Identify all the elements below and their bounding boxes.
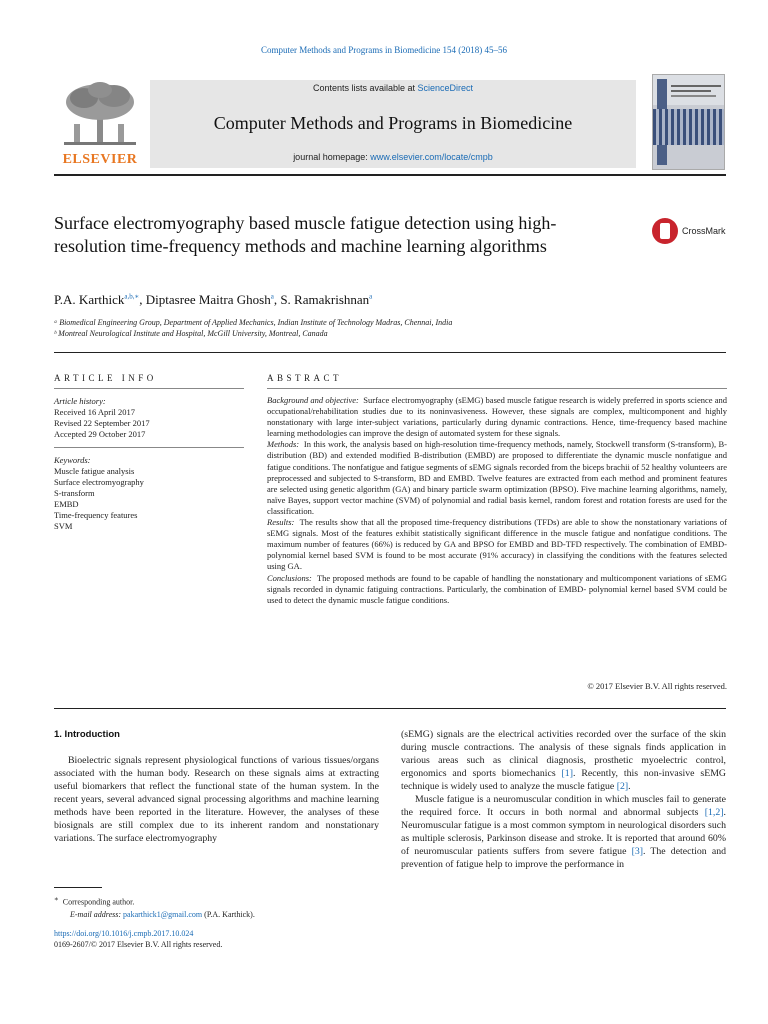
abstract-section: [267, 517, 727, 572]
abstract-subhead: Results:: [267, 517, 295, 528]
keyword: SVM: [54, 521, 73, 531]
affiliation: ᵇ Montreal Neurological Institute and Hospital, McGill University, Montreal, Canada: [54, 329, 328, 338]
footnote-divider: [54, 887, 102, 888]
keyword: EMBD: [54, 499, 79, 509]
abstract-heading: ABSTRACT: [267, 373, 343, 383]
history-item: Revised 22 September 2017: [54, 418, 150, 428]
journal-title: Computer Methods and Programs in Biomedicine: [213, 113, 573, 133]
homepage-prefix: journal homepage:: [293, 152, 371, 162]
history-item: Received 16 April 2017: [54, 407, 135, 417]
abstract-subhead: Methods:: [267, 439, 300, 450]
doi-block: [54, 928, 374, 950]
crossmark-badge[interactable]: [652, 218, 732, 246]
contents-line: [150, 83, 636, 93]
text-run: . Recently, this non-invasive sEMG technique is widely used to analyze the muscle fatigue: [401, 768, 726, 792]
abstract-section: [267, 573, 727, 606]
section-heading: 1. Introduction: [54, 729, 120, 740]
journal-cover-image[interactable]: [652, 74, 725, 170]
publisher-name: ELSEVIER: [62, 152, 138, 167]
abstract-divider: [267, 388, 727, 389]
elsevier-tree-icon: [54, 80, 146, 150]
cover-title-line: [671, 90, 711, 92]
footnote-text: Corresponding author.: [62, 897, 135, 907]
sciencedirect-link[interactable]: ScienceDirect: [417, 83, 474, 93]
doi-link[interactable]: https://doi.org/10.1016/j.cmpb.2017.10.024: [54, 929, 194, 938]
body-column-right: [401, 728, 726, 871]
footnote: [54, 893, 374, 921]
abstract-subhead: Conclusions:: [267, 572, 312, 583]
author-name[interactable]: P.A. Karthick: [54, 292, 125, 307]
article-info: [54, 396, 244, 532]
abstract-section: [267, 439, 727, 517]
journal-reference[interactable]: Computer Methods and Programs in Biomedicine 154 (2018) 45–56: [261, 45, 507, 55]
citation-link[interactable]: [1]: [561, 768, 573, 779]
history-label: Article history:: [54, 396, 106, 406]
journal-banner: [150, 80, 636, 168]
keywords-label: Keywords:: [54, 455, 91, 465]
article-info-heading: ARTICLE INFO: [54, 373, 157, 383]
author-list: [54, 292, 726, 308]
author-marks[interactable]: a: [270, 292, 274, 301]
body-column-left: [54, 754, 379, 845]
email-note: [54, 909, 374, 921]
abstract-section: [267, 395, 727, 439]
body-divider: [54, 708, 726, 709]
author-name[interactable]: S. Ramakrishnan: [280, 292, 370, 307]
citation-link[interactable]: [1,2]: [704, 807, 724, 818]
cover-title-line: [671, 85, 721, 87]
text-run: .: [628, 781, 631, 792]
text-run: . The detection and prevention of fatigue help to improve the performance in: [401, 846, 726, 870]
abstract-body: [267, 395, 727, 606]
affiliation: ᵃ Biomedical Engineering Group, Department of Applied Mechanics, Indian Institute of Technology Madras, Chennai, India: [54, 318, 453, 327]
crossmark-icon: [652, 218, 678, 244]
email-suffix: (P.A. Karthick).: [202, 909, 255, 919]
keyword: Time-frequency features: [54, 510, 138, 520]
text-run: Muscle fatigue is a neuromuscular condition in which muscles fail to generate the required force. It occurs in both normal and abnormal subjects: [401, 794, 726, 818]
abstract-text: In this work, the analysis based on high-resolution time-frequency methods, namely, Stockwell transform (S-transform), B-distribution (BD) and extended modified B-distribution (EMBD) are proposed to differentiate the dynamic muscle nonfatigue and fatigue conditions. The nonfatigue and fatigue segments of sEMG signals recorded from the biceps brachii of 52 healthy volunteers are preprocessed and subjected to S-transform, BD and EMBD. Twelve features are extracted from each method and prominent features are selected using genetic algorithm (GA) and binary particle swarm optimization (BPSO). Five machine learning algorithms, namely, naïve Bayes, support vector machine (SVM) of polynomial and radial basis kernel, random forest and rotation forests are used for the classification.: [267, 439, 727, 516]
article-title: Surface electromyography based muscle fatigue detection using high-resolution time-frequency methods and machine learning algorithms: [54, 213, 557, 256]
elsevier-logo[interactable]: [54, 80, 146, 168]
abstract-text: The results show that all the proposed time-frequency distributions (TFDs) are able to show the nonstationary variations of sEMG signals. Most of the features exhibit statistically significant difference in the muscle fatigue and nonfatigue conditions. The maximum number of features (66%) is reduced by GA and BPSO for EMBD and BD-TFD respectively. The combination of EMBD- polynomial kernel based SVM is found to be most accurate (91% accuracy) in classifying the conditions with the features selected using GA.: [267, 517, 727, 572]
author-separator: ,: [273, 292, 281, 307]
contents-prefix: Contents lists available at: [312, 83, 418, 93]
cover-art: [653, 109, 724, 145]
cover-title-line: [671, 95, 716, 97]
author-name[interactable]: Diptasree Maitra Ghosh: [145, 292, 271, 307]
paragraph: [401, 793, 726, 871]
keyword: Muscle fatigue analysis: [54, 466, 135, 476]
info-divider: [54, 388, 244, 389]
citation-link[interactable]: [2]: [616, 781, 629, 792]
issn-line: 0169-2607/© 2017 Elsevier B.V. All rights reserved.: [54, 940, 223, 949]
footnote-mark: ∗: [54, 895, 59, 903]
info-separator: [54, 447, 244, 448]
text-run: . Neuromuscular fatigue is a most common symptom in neurological disorders such as multiple sclerosis, Parkinson disease and stroke. It is reported that around 60% of neuromuscular patients suffers from severe fatigue: [401, 807, 726, 857]
paragraph: Bioelectric signals represent physiological functions of various tissues/organs associated with the human body. Research on these signals aims at extracting useful biomarkers that reflect the functional state of the human system. In the recent years, several advanced signal processing algorithms and machine learning methods have been reported in the literature. However, the analyses of these biosignals are still complex due to its inherent random and nonstationary variations. The surface electromyography: [54, 755, 379, 844]
keyword: S-transform: [54, 488, 95, 498]
affiliation-divider: [54, 352, 726, 353]
keyword: Surface electromyography: [54, 477, 144, 487]
abstract-subhead: Background and objective:: [267, 395, 359, 405]
abstract-text: The proposed methods are found to be capable of handling the nonstationary and multicomponent variations of sEMG signals recorded in dynamic fatiguing contractions. Particularly, the combination of EMBD- polynomial kernel based SVM could be used to detect the dynamic muscle fatigue conditions.: [267, 572, 727, 605]
history-item: Accepted 29 October 2017: [54, 429, 146, 439]
abstract-copyright: © 2017 Elsevier B.V. All rights reserved.: [587, 681, 727, 691]
corresponding-author-note: [54, 893, 374, 909]
header-divider: [54, 174, 726, 176]
email-label: E-mail address:: [70, 909, 124, 919]
author-separator: ,: [139, 292, 146, 307]
paragraph: [401, 728, 726, 793]
author-marks[interactable]: a,b,∗: [124, 292, 140, 301]
homepage-line: [150, 152, 636, 162]
citation-link[interactable]: [3]: [631, 846, 644, 857]
author-marks[interactable]: a: [369, 292, 373, 301]
text-run: (sEMG) signals are the electrical activities recorded over the surface of the skin during muscle contractions. The analysis of these signals finds application in various areas such as clinical diagnosis, prosthetic myoelectric control, ergonomics and sports biomechanics: [401, 729, 726, 779]
email-link[interactable]: pakarthick1@gmail.com: [123, 909, 203, 919]
homepage-link[interactable]: www.elsevier.com/locate/cmpb: [370, 152, 493, 162]
abstract-text: Surface electromyography (sEMG) based muscle fatigue research is widely preferred in sports science and occupational/rehabilitation studies due to its noninvasiveness. However, these signals are complex, multicomponent and highly nonstationary with large inter-subject variations, particularly during dynamic contractions. Hence, time-frequency based machine learning methodologies can improve the design of automated system for these signals.: [267, 395, 728, 439]
crossmark-label: CrossMark: [682, 226, 726, 236]
